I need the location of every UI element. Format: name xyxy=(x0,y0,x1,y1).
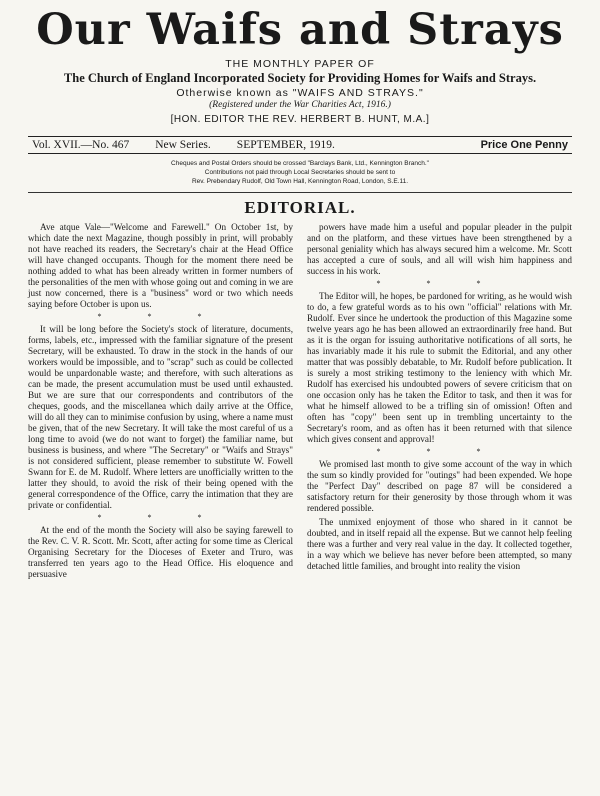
paragraph: Ave atque Vale—"Welcome and Farewell." On October 1st, by which date the next Magazine, though possibly in print, will probably not have reached its readers, the Secretary's chair at the Head Office will have changed occupants. Though for the moment there need be nothing added to what has been already written in former numbers of the personalities of the men with whose going out and coming in we are just now concerned, there is a "business" word or two which needs saying before October is upon us. xyxy=(28,221,293,309)
editorial-title: EDITORIAL. xyxy=(244,197,356,217)
paragraph: The unmixed enjoyment of those who shared in it cannot be doubted, and in itself repaid all the expense. But we cannot help feeling there was a further and very real value in the day. It collected together, in a way which we believe has never before been attempted, so many detached little families, and brought into reality the vision xyxy=(307,517,572,572)
monthly-paper-line: THE MONTHLY PAPER OF xyxy=(225,58,375,70)
paragraph: powers have made him a useful and popular pleader in the pulpit and on the platform, and these virtues have been strengthened by a personal geniality which has always secured him a welcome. Mr. Scott has accepted a cure of souls, and all will wish him happiness and success in his work. xyxy=(307,221,572,276)
editor-line: [HON. EDITOR THE REV. HERBERT B. HUNT, M.A.] xyxy=(170,113,430,125)
notice-line: Contributions not paid through Local Secretaries should be sent to xyxy=(204,169,396,177)
subhead xyxy=(28,58,572,126)
section-stars: * * * xyxy=(376,278,503,288)
society-name: The Church of England Incorporated Society for Providing Homes for Waifs and Strays. xyxy=(63,71,537,86)
divider xyxy=(28,192,572,193)
issue-series: New Series. xyxy=(155,139,211,152)
payment-notice xyxy=(28,160,572,186)
notice-line: Cheques and Postal Orders should be crossed "Barclays Bank, Ltd., Kennington Branch." xyxy=(171,160,429,168)
paragraph: At the end of the month the Society will also be saying farewell to the Rev. C. V. R. Scott. Mr. Scott, after acting for some time as Clerical Organising Secretary for the Dioceses of Exeter and Truro, was transferred ten years ago to the Head Office. His eloquence and persuasive xyxy=(28,525,293,580)
paragraph: The Editor will, he hopes, be pardoned for writing, as he would wish to do, a few grateful words as to his own "official" relations with Mr. Rudolf. Ever since he undertook the production of this Magazine some twelve years ago he has been allowed an extraordinarily free hand. But as it is the organ for issuing authoritative notifications of all sorts, he has invariably made it his rule to submit the Editorial, and any other matter that was possibly debatable, to Mr. Rudolf before publication. It is surely a most striking testimony to the leniency with which Mr. Rudolf has exercised his undoubted powers of severe criticism that on one occasion only has he taken the Editor to task, and then it was for what he himself allowed to be a trifling sin of omission! Often and often has "copy" been sent up in trembling uncertainty to the Secretary's room, and as often has it been returned with that silence which gives consent and approval! xyxy=(307,290,572,445)
paragraph: We promised last month to give some account of the way in which the sum so kindly provided for "outings" had been expended. We hope the "Perfect Day" described on page 87 will be considered a satisfactory return for their generosity by those through whom it was rendered possible. xyxy=(307,459,572,514)
right-column xyxy=(307,222,572,584)
registered-line: (Registered under the War Charities Act, 1916.) xyxy=(209,99,391,110)
section-stars: * * * xyxy=(97,513,224,523)
section-stars: * * * xyxy=(376,447,503,457)
editorial-columns xyxy=(28,222,572,584)
issue-volume: Vol. XVII.—No. 467 xyxy=(32,139,130,152)
issue-date: SEPTEMBER, 1919. xyxy=(236,139,335,152)
left-column xyxy=(28,222,293,584)
masthead-title: Our Waifs and Strays xyxy=(36,5,564,55)
otherwise-known-line: Otherwise known as "WAIFS AND STRAYS." xyxy=(176,86,424,99)
notice-line: Rev. Prebendary Rudolf, Old Town Hall, Kennington Road, London, S.E.11. xyxy=(191,177,409,185)
paragraph: It will be long before the Society's stock of literature, documents, forms, labels, etc., impressed with the familiar signature of the present Secretary, will be exhausted. To draw in the stock in the hands of our workers would be impossible, and to "scrap" such as could be collected would be unpardonable waste; and therefore, with such alterations as can be made, the present accumulation must be used until exhausted. But we are sure that our correspondents and contributors of the cheques, goods, and the miscellanea which daily arrive at the Office, will do all they can to minimise confusion by using, where a name must be given, that of the new Secretary. It will take the most careful of us a long time to avoid (we do not want to forget) the familiar name, but business is business, and where "The Secretary" or "Waifs and Strays" is not considered sufficient, please remember to substitute W. Fowell Swann for E. de M. Rudolf. Where letters are unofficially written to the latter they should, to avoid the risk of their being opened with the general correspondence of the Office, carry the intimation that they are private or confidential. xyxy=(28,323,293,511)
issue-price: Price One Penny xyxy=(480,139,568,152)
section-stars: * * * xyxy=(97,311,224,321)
issue-bar xyxy=(28,136,572,154)
